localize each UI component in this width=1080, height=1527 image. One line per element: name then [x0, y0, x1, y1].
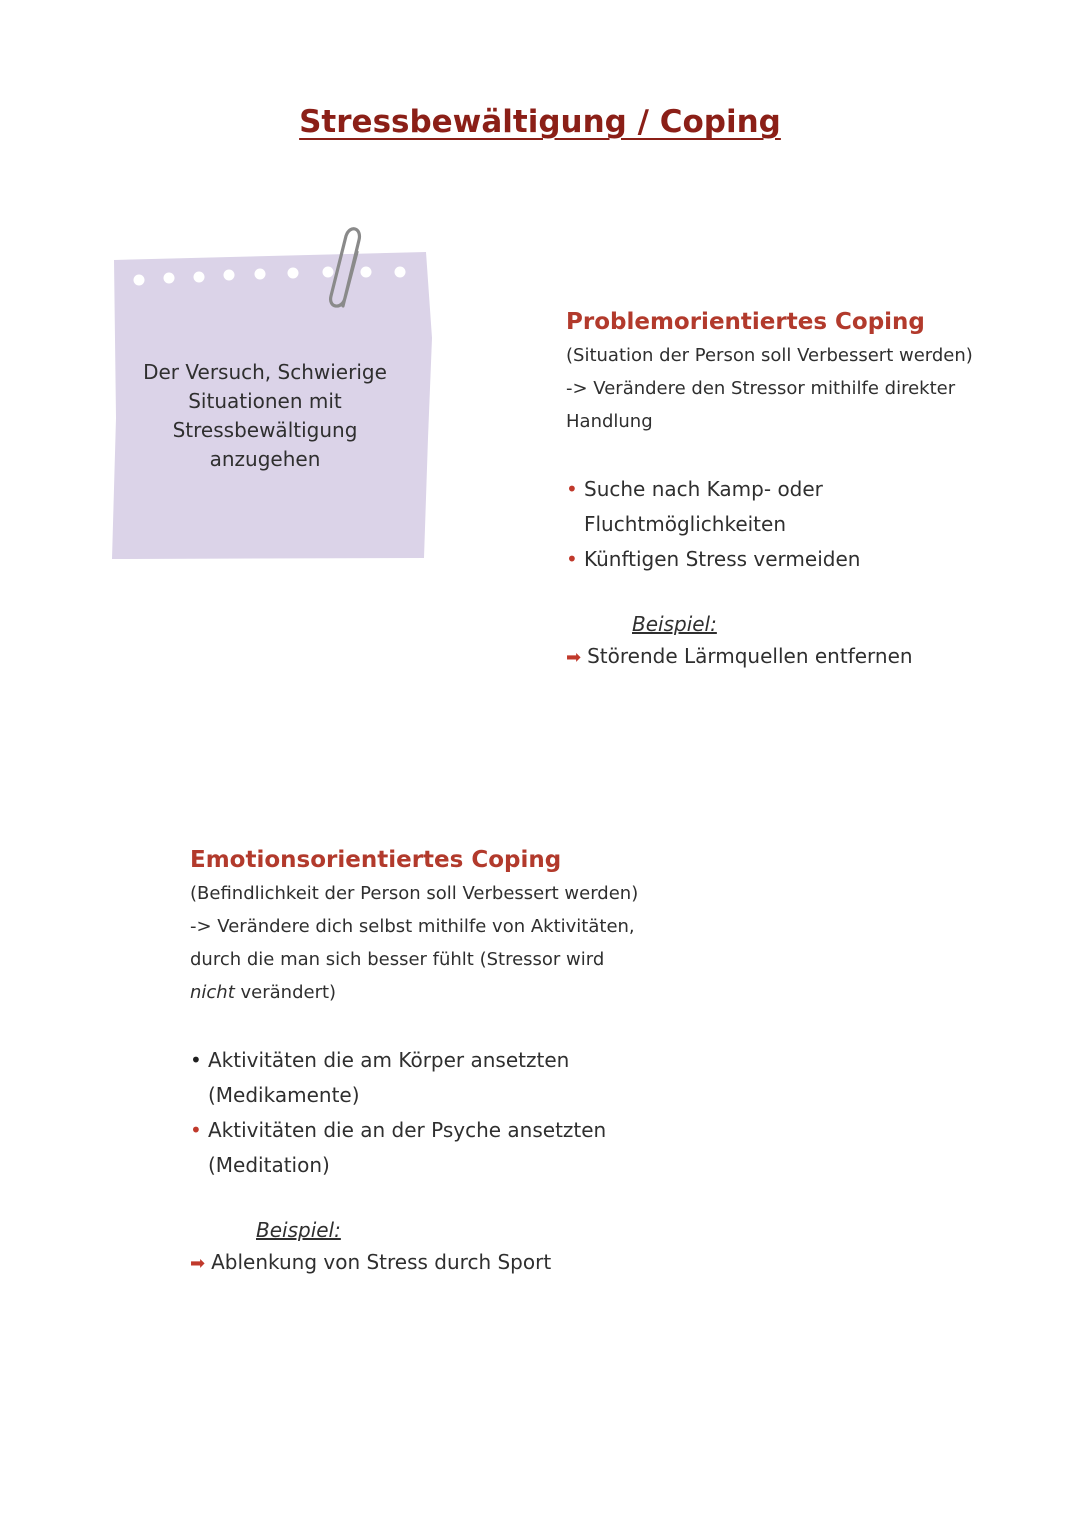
emotion-desc-line: durch die man sich besser fühlt (Stressor wird — [190, 949, 605, 970]
problem-bullet-list — [566, 472, 866, 577]
bullet-icon: • — [190, 1118, 202, 1142]
problem-desc-line: Handlung — [566, 411, 653, 432]
emotion-bullet-list — [190, 1043, 610, 1183]
note-text: Der Versuch, Schwierige Situationen mit Stressbewältigung anzugehen — [143, 360, 387, 471]
emotion-desc-line: -> Verändere dich selbst mithilfe von Aktivitäten, — [190, 916, 635, 937]
bullet-text: Aktivitäten die am Körper ansetzten (Medikamente) — [208, 1048, 570, 1107]
bullet-icon: • — [566, 477, 578, 501]
bullet-text: Aktivitäten die an der Psyche ansetzten (Meditation) — [208, 1118, 607, 1177]
emphasis-text: nicht — [190, 982, 235, 1003]
example-line — [566, 644, 1036, 668]
list-item — [566, 472, 866, 542]
bullet-icon: • — [190, 1048, 202, 1072]
emotion-desc-line: (Befindlichkeit der Person soll Verbessert werden) — [190, 883, 639, 904]
problem-section — [566, 309, 1036, 668]
problem-desc-line: -> Verändere den Stressor mithilfe direkter — [566, 378, 956, 399]
bullet-icon: • — [566, 547, 578, 571]
list-item — [190, 1043, 610, 1113]
list-item — [566, 542, 866, 577]
arrow-right-icon: ➡ — [566, 647, 582, 668]
example-text: Ablenkung von Stress durch Sport — [211, 1250, 552, 1274]
page-title: Stressbewältigung / Coping — [299, 104, 781, 140]
list-item — [190, 1113, 610, 1183]
bullet-text: Künftigen Stress vermeiden — [584, 547, 861, 571]
emotion-heading: Emotionsorientiertes Coping — [190, 847, 562, 873]
problem-desc-line: (Situation der Person soll Verbessert werden) — [566, 345, 973, 366]
bullet-text: Suche nach Kamp- oder Fluchtmöglichkeiten — [584, 477, 823, 536]
example-label: Beispiel: — [256, 1218, 341, 1242]
example-line — [190, 1250, 710, 1274]
example-label: Beispiel: — [632, 612, 717, 636]
example-text: Störende Lärmquellen entfernen — [587, 644, 913, 668]
emotion-section — [190, 847, 710, 1274]
problem-heading: Problemorientiertes Coping — [566, 309, 925, 335]
emotion-desc-line — [190, 976, 710, 1009]
sticky-note — [110, 218, 440, 568]
desc-text: verändert) — [234, 982, 337, 1003]
arrow-right-icon: ➡ — [190, 1253, 206, 1274]
